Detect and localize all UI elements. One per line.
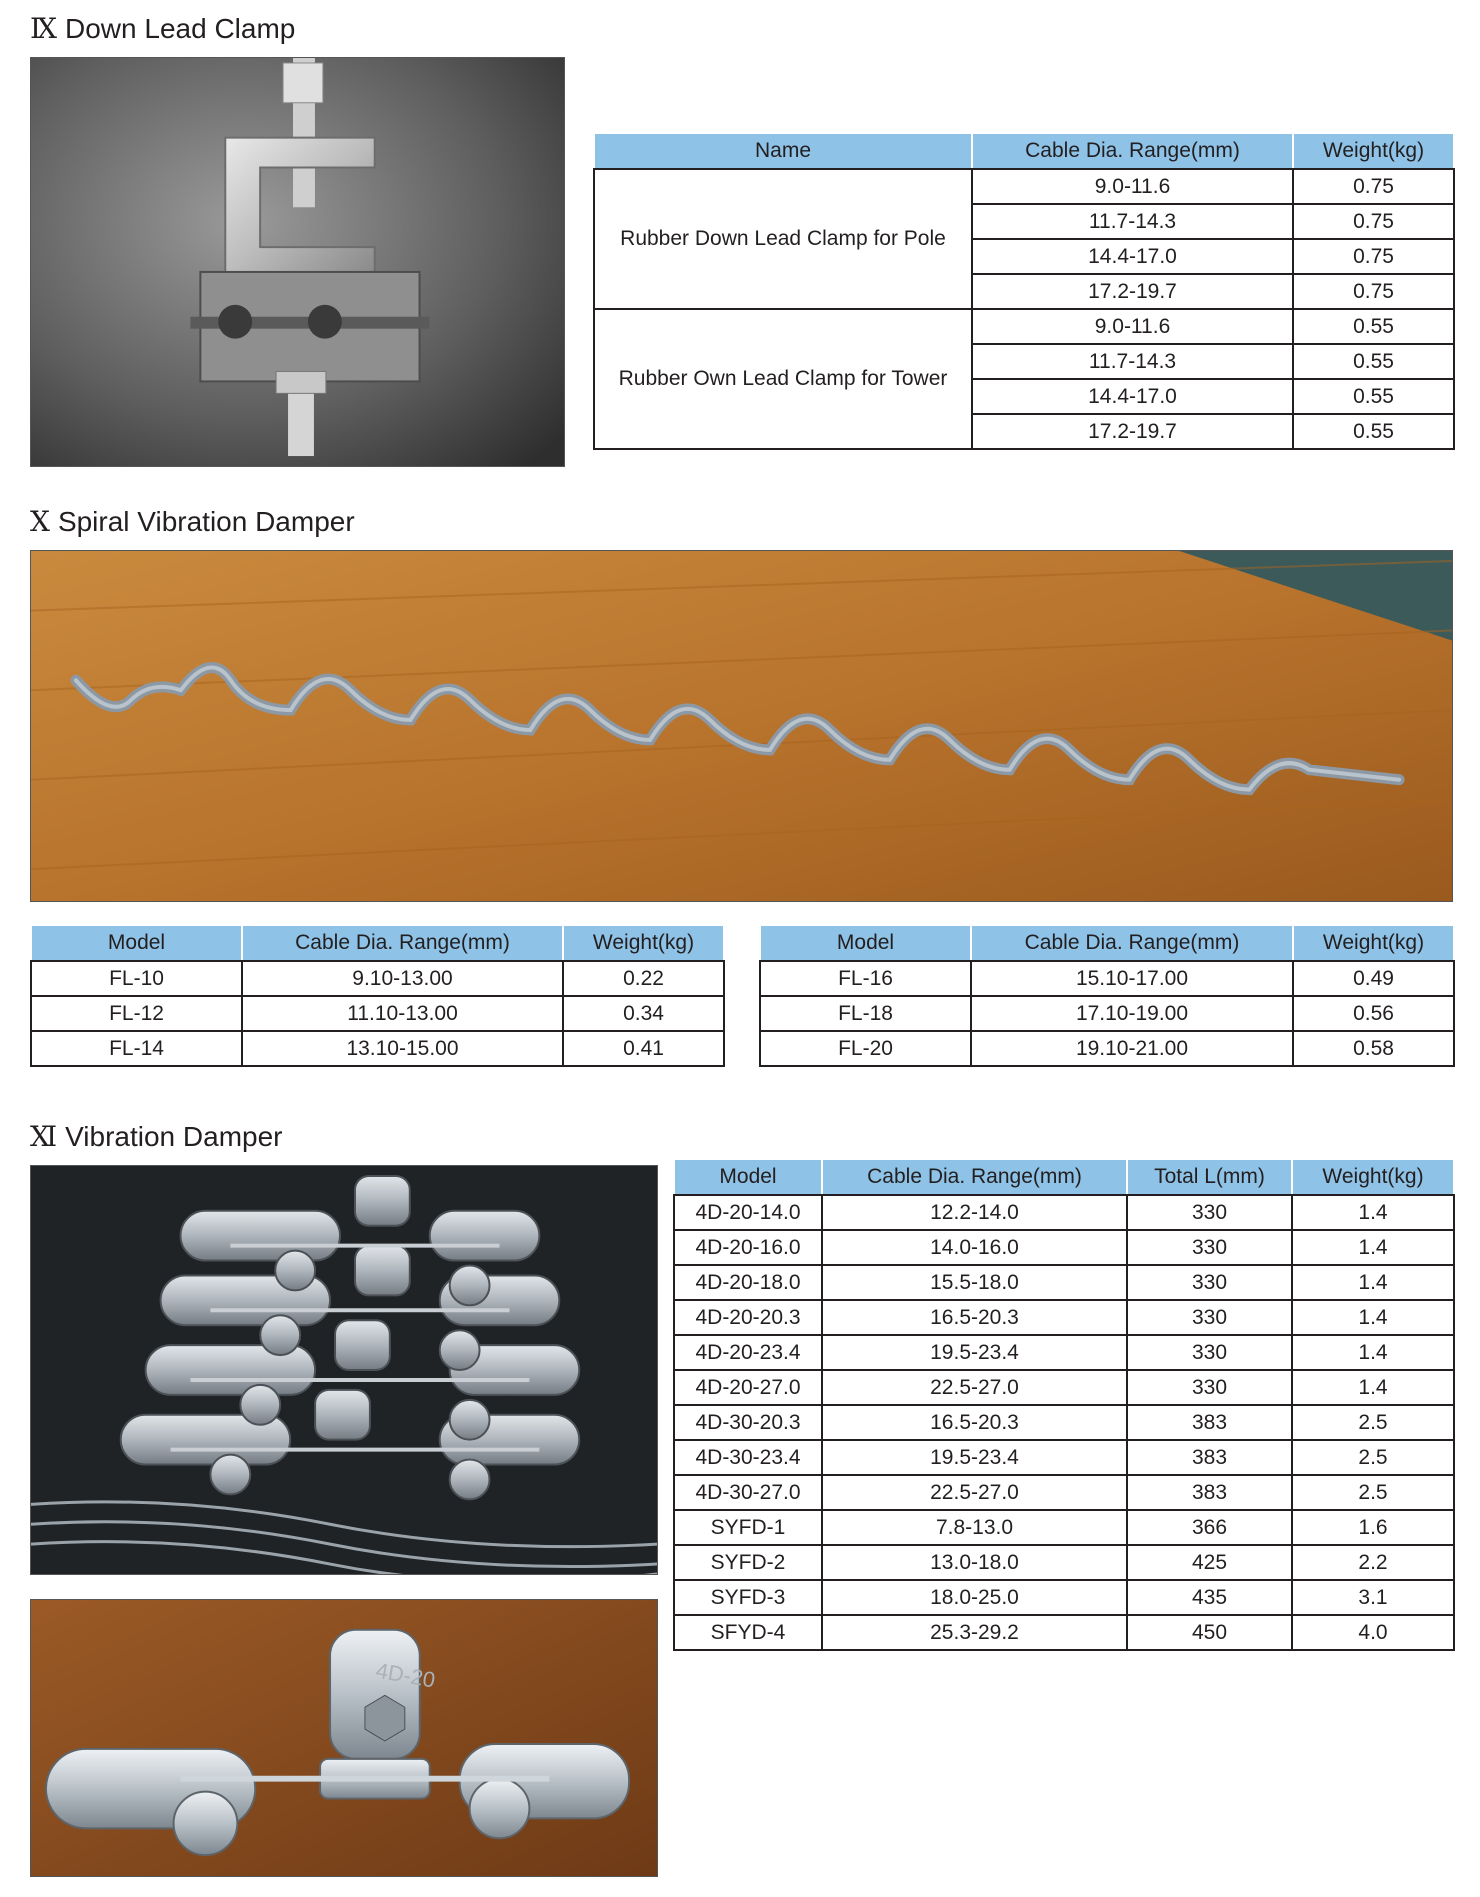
weight-cell: 2.2 [1292,1545,1454,1580]
table-row [674,1580,1454,1615]
model-cell: 4D-20-16.0 [674,1230,822,1265]
weight-cell: 0.75 [1293,239,1454,274]
cable-range-cell: 14.0-16.0 [822,1230,1127,1265]
table-row [674,1510,1454,1545]
weight-cell: 0.49 [1293,961,1454,996]
header-model: Model [31,926,242,961]
group-name-tower: Rubber Own Lead Clamp for Tower [594,309,972,449]
model-cell: 4D-20-20.3 [674,1300,822,1335]
table-row [674,1545,1454,1580]
model-cell: FL-18 [760,996,971,1031]
model-cell: 4D-30-27.0 [674,1475,822,1510]
weight-cell: 3.1 [1292,1580,1454,1615]
table-row [31,1031,724,1066]
vibration-damper-group-photo [30,1165,658,1575]
cable-range-cell: 18.0-25.0 [822,1580,1127,1615]
weight-cell: 0.56 [1293,996,1454,1031]
table-row [674,1195,1454,1230]
model-cell: SFYD-4 [674,1615,822,1650]
weight-cell: 1.4 [1292,1265,1454,1300]
spiral-vibration-damper-photo [30,550,1453,902]
model-cell: SYFD-2 [674,1545,822,1580]
model-cell: 4D-30-20.3 [674,1405,822,1440]
table-row [760,1031,1454,1066]
table-row [674,1265,1454,1300]
weight-cell: 0.55 [1293,414,1454,449]
cable-range-cell: 11.7-14.3 [972,344,1293,379]
table-row [674,1370,1454,1405]
total-length-cell: 330 [1127,1300,1292,1335]
table-row [674,1615,1454,1650]
table-header-row [674,1160,1454,1195]
header-weight: Weight(kg) [1293,134,1454,169]
section-xi-number: Ⅺ [30,1122,58,1153]
table-row [594,309,1454,344]
total-length-cell: 330 [1127,1265,1292,1300]
down-lead-clamp-photo [30,57,565,467]
total-length-cell: 330 [1127,1230,1292,1265]
weight-cell: 0.34 [563,996,724,1031]
section-x-label: Spiral Vibration Damper [57,506,355,537]
model-cell: FL-12 [31,996,242,1031]
model-cell: SYFD-1 [674,1510,822,1545]
header-total-length: Total L(mm) [1127,1160,1292,1195]
cable-range-cell: 19.10-21.00 [971,1031,1293,1066]
model-cell: FL-20 [760,1031,971,1066]
cable-range-cell: 14.4-17.0 [972,239,1293,274]
model-cell: FL-16 [760,961,971,996]
model-cell: FL-10 [31,961,242,996]
table-row [760,996,1454,1031]
weight-cell: 0.22 [563,961,724,996]
weight-cell: 1.6 [1292,1510,1454,1545]
table-row [674,1475,1454,1510]
weight-cell: 0.55 [1293,344,1454,379]
total-length-cell: 435 [1127,1580,1292,1615]
table-header-row [31,926,724,961]
total-length-cell: 425 [1127,1545,1292,1580]
spiral-damper-table-left [30,926,725,1067]
cable-range-cell: 19.5-23.4 [822,1335,1127,1370]
total-length-cell: 330 [1127,1195,1292,1230]
cable-range-cell: 15.5-18.0 [822,1265,1127,1300]
table-header-row [760,926,1454,961]
cable-range-cell: 9.0-11.6 [972,169,1293,204]
model-cell: 4D-30-23.4 [674,1440,822,1475]
section-ix-label: Down Lead Clamp [65,13,296,44]
header-cable-dia-range: Cable Dia. Range(mm) [971,926,1293,961]
vibration-damper-table-body [674,1195,1454,1650]
section-x-number: Ⅹ [30,507,50,538]
table-row [760,961,1454,996]
weight-cell: 1.4 [1292,1370,1454,1405]
header-cable-dia-range: Cable Dia. Range(mm) [972,134,1293,169]
cable-range-cell: 9.0-11.6 [972,309,1293,344]
weight-cell: 2.5 [1292,1475,1454,1510]
weight-cell: 0.41 [563,1031,724,1066]
group-name-pole: Rubber Down Lead Clamp for Pole [594,169,972,309]
header-weight: Weight(kg) [1293,926,1454,961]
header-model: Model [760,926,971,961]
weight-cell: 0.75 [1293,204,1454,239]
table-row [674,1335,1454,1370]
table-row [674,1230,1454,1265]
weight-cell: 0.75 [1293,169,1454,204]
cable-range-cell: 22.5-27.0 [822,1370,1127,1405]
table-row [674,1440,1454,1475]
cable-range-cell: 17.2-19.7 [972,414,1293,449]
table-row [674,1300,1454,1335]
model-cell: 4D-20-27.0 [674,1370,822,1405]
down-lead-clamp-table [593,134,1455,450]
weight-cell: 2.5 [1292,1405,1454,1440]
section-ix-title [30,12,295,46]
weight-cell: 1.4 [1292,1335,1454,1370]
table-row [674,1405,1454,1440]
model-cell: SYFD-3 [674,1580,822,1615]
weight-cell: 4.0 [1292,1615,1454,1650]
weight-cell: 1.4 [1292,1300,1454,1335]
total-length-cell: 330 [1127,1335,1292,1370]
vibration-damper-table [673,1160,1455,1651]
header-cable-dia-range: Cable Dia. Range(mm) [822,1160,1127,1195]
section-xi-label: Vibration Damper [65,1121,283,1152]
weight-cell: 1.4 [1292,1195,1454,1230]
table-row [594,169,1454,204]
cable-range-cell: 14.4-17.0 [972,379,1293,414]
cable-range-cell: 16.5-20.3 [822,1405,1127,1440]
header-weight: Weight(kg) [1292,1160,1454,1195]
total-length-cell: 383 [1127,1440,1292,1475]
cable-range-cell: 11.10-13.00 [242,996,563,1031]
weight-cell: 0.55 [1293,309,1454,344]
weight-cell: 0.75 [1293,274,1454,309]
cable-range-cell: 17.10-19.00 [971,996,1293,1031]
section-ix-number: Ⅸ [30,14,58,45]
model-cell: 4D-20-23.4 [674,1335,822,1370]
cable-range-cell: 7.8-13.0 [822,1510,1127,1545]
cable-range-cell: 19.5-23.4 [822,1440,1127,1475]
header-weight: Weight(kg) [563,926,724,961]
model-cell: 4D-20-18.0 [674,1265,822,1300]
cable-range-cell: 15.10-17.00 [971,961,1293,996]
spiral-damper-table-right [759,926,1455,1067]
total-length-cell: 330 [1127,1370,1292,1405]
model-cell: FL-14 [31,1031,242,1066]
vibration-damper-closeup-photo [30,1599,658,1877]
header-cable-dia-range: Cable Dia. Range(mm) [242,926,563,961]
weight-cell: 1.4 [1292,1230,1454,1265]
header-name: Name [594,134,972,169]
weight-cell: 0.55 [1293,379,1454,414]
cable-range-cell: 13.10-15.00 [242,1031,563,1066]
table-row [31,961,724,996]
cable-range-cell: 17.2-19.7 [972,274,1293,309]
total-length-cell: 366 [1127,1510,1292,1545]
section-xi-title [30,1120,283,1154]
total-length-cell: 450 [1127,1615,1292,1650]
model-cell: 4D-20-14.0 [674,1195,822,1230]
cable-range-cell: 9.10-13.00 [242,961,563,996]
cable-range-cell: 16.5-20.3 [822,1300,1127,1335]
total-length-cell: 383 [1127,1475,1292,1510]
cable-range-cell: 22.5-27.0 [822,1475,1127,1510]
weight-cell: 0.58 [1293,1031,1454,1066]
cable-range-cell: 12.2-14.0 [822,1195,1127,1230]
total-length-cell: 383 [1127,1405,1292,1440]
damper-casting-mark: 4D-20 [374,1657,438,1693]
cable-range-cell: 25.3-29.2 [822,1615,1127,1650]
weight-cell: 2.5 [1292,1440,1454,1475]
table-header-row [594,134,1454,169]
cable-range-cell: 11.7-14.3 [972,204,1293,239]
header-model: Model [674,1160,822,1195]
cable-range-cell: 13.0-18.0 [822,1545,1127,1580]
section-x-title [30,505,355,539]
table-row [31,996,724,1031]
